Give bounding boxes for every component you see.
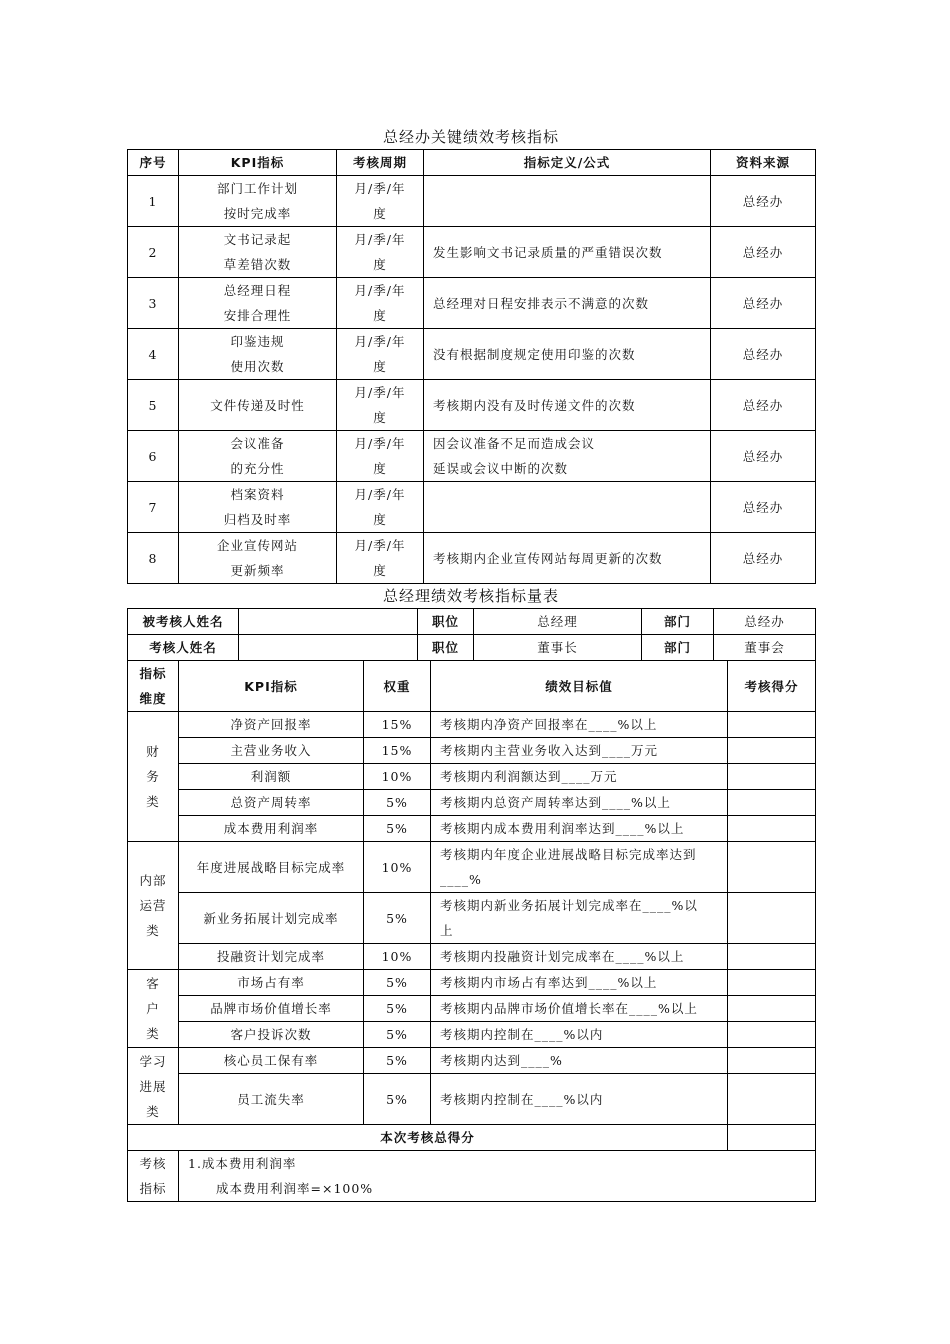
row-number: 1	[128, 176, 179, 227]
table-row	[128, 1048, 816, 1074]
table-row	[128, 176, 816, 227]
kpi-name-line: 会议准备	[230, 436, 285, 451]
notes-label-line: 考核	[139, 1156, 167, 1171]
kpi-name: 新业务拓展计划完成率	[179, 893, 364, 944]
period-line: 月/季/年	[354, 283, 406, 298]
evaluatee-name-value	[239, 609, 418, 635]
period-cell	[337, 482, 424, 533]
table-row	[128, 790, 816, 816]
kpi-name: 利润额	[179, 764, 364, 790]
period-line: 度	[373, 359, 387, 374]
target-cell	[431, 1022, 728, 1048]
data-source: 总经办	[711, 431, 816, 482]
kpi-name-line: 归档及时率	[223, 512, 292, 527]
dimension-line: 类	[146, 1103, 160, 1119]
score-cell	[728, 893, 816, 944]
kpi-name-cell	[179, 176, 337, 227]
target-cell	[431, 970, 728, 996]
period-line: 月/季/年	[354, 334, 406, 349]
target-line: 考核期内投融资计划完成率在____%以上	[440, 949, 685, 964]
target-cell	[431, 1074, 728, 1125]
table-row	[128, 482, 816, 533]
target-line: 考核期内成本费用利润率达到____%以上	[440, 821, 685, 836]
table-row	[128, 970, 816, 996]
period-line: 度	[373, 461, 387, 476]
target-line: 考核期内品牌市场价值增长率在____%以上	[440, 1001, 698, 1016]
column-header-kpi: KPI指标	[179, 661, 364, 712]
kpi-name-line: 企业宣传网站	[216, 538, 298, 553]
kpi-name: 主营业务收入	[179, 738, 364, 764]
period-cell	[337, 176, 424, 227]
table1-title: 总经办关键绩效考核指标	[382, 128, 559, 146]
table-row	[128, 1074, 816, 1125]
table-row	[128, 738, 816, 764]
header-line: 维度	[139, 691, 167, 706]
table-row	[128, 944, 816, 970]
table-header-row	[128, 661, 816, 712]
table2-title: 总经理绩效考核指标量表	[382, 587, 559, 605]
note-formula: 成本费用利润率=×100%	[216, 1181, 374, 1196]
evaluatee-name-label: 被考核人姓名	[128, 609, 239, 635]
period-line: 月/季/年	[354, 385, 406, 400]
kpi-name: 净资产回报率	[179, 712, 364, 738]
target-line: 考核期内总资产周转率达到____%以上	[440, 795, 671, 810]
period-line: 度	[373, 563, 387, 578]
column-header-weight: 权重	[364, 661, 431, 712]
table-row	[128, 380, 816, 431]
target-cell	[431, 790, 728, 816]
position-label: 职位	[418, 609, 474, 635]
row-number: 3	[128, 278, 179, 329]
kpi-name-cell	[179, 329, 337, 380]
table-row	[128, 533, 816, 584]
period-cell	[337, 278, 424, 329]
definition-cell	[424, 380, 711, 431]
weight-value: 5%	[364, 1022, 431, 1048]
department-label: 部门	[642, 635, 714, 661]
row-number: 6	[128, 431, 179, 482]
column-header-dimension	[128, 661, 179, 712]
kpi-name-line: 印鉴违规	[230, 334, 285, 349]
kpi-table-office	[127, 149, 816, 584]
evaluator-position: 董事长	[474, 635, 642, 661]
notes-label	[128, 1151, 179, 1202]
weight-value: 10%	[364, 842, 431, 893]
dimension-line: 类	[146, 794, 160, 809]
target-cell	[431, 1048, 728, 1074]
target-line: 考核期内控制在____%以内	[440, 1027, 604, 1042]
row-number: 4	[128, 329, 179, 380]
total-score-label: 本次考核总得分	[128, 1125, 728, 1151]
score-cell	[728, 1074, 816, 1125]
dimension-line: 客	[146, 976, 160, 991]
definition-line: 考核期内企业宣传网站每周更新的次数	[433, 550, 663, 566]
score-cell	[728, 970, 816, 996]
target-cell	[431, 816, 728, 842]
target-line: 考核期内达到____%	[440, 1053, 563, 1068]
kpi-name: 总资产周转率	[179, 790, 364, 816]
target-cell	[431, 712, 728, 738]
score-cell	[728, 1048, 816, 1074]
definition-line: 延误或会议中断的次数	[433, 461, 569, 476]
score-cell	[728, 996, 816, 1022]
column-header: 资料来源	[711, 150, 816, 176]
column-header-target: 绩效目标值	[431, 661, 728, 712]
kpi-name-line: 草差错次数	[223, 257, 292, 272]
kpi-name-cell	[179, 227, 337, 278]
period-line: 月/季/年	[354, 181, 406, 196]
score-cell	[728, 712, 816, 738]
table-header-row	[128, 150, 816, 176]
definition-line: 因会议准备不足而造成会议	[433, 436, 596, 451]
target-cell	[431, 893, 728, 944]
period-line: 月/季/年	[354, 487, 406, 502]
target-line: 考核期内控制在____%以内	[440, 1091, 604, 1107]
weight-value: 5%	[364, 970, 431, 996]
period-line: 度	[373, 257, 387, 272]
definition-cell	[424, 431, 711, 482]
kpi-name-line: 更新频率	[230, 563, 285, 578]
column-header: 指标定义/公式	[424, 150, 711, 176]
kpi-name-cell	[179, 431, 337, 482]
kpi-name-cell	[179, 380, 337, 431]
weight-value: 5%	[364, 1048, 431, 1074]
kpi-name-line: 文件传递及时性	[210, 397, 305, 413]
department-label: 部门	[642, 609, 714, 635]
data-source: 总经办	[711, 227, 816, 278]
kpi-name: 员工流失率	[179, 1074, 364, 1125]
definition-line: 没有根据制度规定使用印鉴的次数	[433, 346, 636, 362]
dimension-line: 户	[146, 1001, 160, 1016]
kpi-name: 核心员工保有率	[179, 1048, 364, 1074]
definition-line: 发生影响文书记录质量的严重错误次数	[433, 244, 663, 260]
definition-cell	[424, 227, 711, 278]
kpi-name-line: 文书记录起	[223, 232, 292, 247]
target-line: 考核期内市场占有率达到____%以上	[440, 975, 658, 990]
definition-line: 总经理对日程安排表示不满意的次数	[433, 295, 650, 311]
score-cell	[728, 764, 816, 790]
dimension-line: 学习	[139, 1053, 167, 1069]
kpi-name-line: 总经理日程	[223, 283, 292, 298]
score-cell	[728, 842, 816, 893]
definition-cell	[424, 482, 711, 533]
row-number: 2	[128, 227, 179, 278]
period-cell	[337, 329, 424, 380]
dimension-line: 类	[146, 923, 160, 938]
period-cell	[337, 533, 424, 584]
kpi-name-line: 的充分性	[230, 461, 285, 476]
target-line: 考核期内净资产回报率在____%以上	[440, 717, 658, 732]
column-header: 考核周期	[337, 150, 424, 176]
kpi-name-line: 按时完成率	[223, 206, 292, 221]
kpi-scale-table	[127, 660, 816, 1202]
data-source: 总经办	[711, 482, 816, 533]
table-row	[128, 431, 816, 482]
period-line: 月/季/年	[354, 538, 406, 553]
definition-line: 考核期内没有及时传递文件的次数	[433, 397, 636, 413]
weight-value: 5%	[364, 816, 431, 842]
data-source: 总经办	[711, 380, 816, 431]
dimension-line: 进展	[139, 1078, 167, 1094]
dimension-line: 财	[146, 744, 160, 759]
target-line: 上	[440, 923, 454, 938]
period-cell	[337, 380, 424, 431]
kpi-name: 客户投诉次数	[179, 1022, 364, 1048]
score-cell	[728, 816, 816, 842]
kpi-name-cell	[179, 278, 337, 329]
table-row	[128, 712, 816, 738]
kpi-name-cell	[179, 533, 337, 584]
note-line: 1.成本费用利润率	[188, 1156, 297, 1171]
kpi-name: 年度进展战略目标完成率	[179, 842, 364, 893]
weight-value: 10%	[364, 944, 431, 970]
notes-row	[128, 1151, 816, 1202]
target-line: 考核期内利润额达到____万元	[440, 769, 618, 784]
weight-value: 15%	[364, 738, 431, 764]
score-cell	[728, 944, 816, 970]
kpi-name-line: 安排合理性	[223, 308, 292, 323]
kpi-name-line: 部门工作计划	[216, 181, 298, 196]
weight-value: 5%	[364, 1074, 431, 1125]
table-row	[128, 996, 816, 1022]
score-cell	[728, 790, 816, 816]
target-line: 考核期内主营业务收入达到____万元	[440, 743, 659, 758]
row-number: 5	[128, 380, 179, 431]
total-row	[128, 1125, 816, 1151]
target-cell	[431, 996, 728, 1022]
kpi-name-cell	[179, 482, 337, 533]
table-row	[128, 278, 816, 329]
table-row	[128, 1022, 816, 1048]
table-row	[128, 842, 816, 893]
evaluator-name-value	[239, 635, 418, 661]
dimension-line: 内部	[139, 873, 167, 888]
evaluator-name-label: 考核人姓名	[128, 635, 239, 661]
target-cell	[431, 842, 728, 893]
score-cell	[728, 1022, 816, 1048]
kpi-name: 成本费用利润率	[179, 816, 364, 842]
position-label: 职位	[418, 635, 474, 661]
column-header: KPI指标	[179, 150, 337, 176]
dimension-cell	[128, 970, 179, 1048]
weight-value: 10%	[364, 764, 431, 790]
period-line: 度	[373, 410, 387, 425]
evaluatee-position: 总经理	[474, 609, 642, 635]
notes-label-line: 指标	[139, 1181, 167, 1196]
table-row	[128, 329, 816, 380]
table-row	[128, 764, 816, 790]
dimension-cell	[128, 842, 179, 970]
definition-cell	[424, 278, 711, 329]
period-line: 度	[373, 512, 387, 527]
weight-value: 5%	[364, 893, 431, 944]
dimension-line: 务	[146, 769, 160, 784]
definition-cell	[424, 533, 711, 584]
evaluator-department: 董事会	[714, 635, 816, 661]
header-line: 指标	[139, 666, 167, 681]
notes-content	[179, 1151, 816, 1202]
dimension-line: 类	[146, 1026, 160, 1041]
target-cell	[431, 944, 728, 970]
dimension-cell	[128, 1048, 179, 1125]
kpi-name: 投融资计划完成率	[179, 944, 364, 970]
data-source: 总经办	[711, 278, 816, 329]
dimension-cell	[128, 712, 179, 842]
weight-value: 15%	[364, 712, 431, 738]
data-source: 总经办	[711, 329, 816, 380]
target-cell	[431, 738, 728, 764]
data-source: 总经办	[711, 176, 816, 227]
table-row	[128, 227, 816, 278]
column-header-score: 考核得分	[728, 661, 816, 712]
row-number: 7	[128, 482, 179, 533]
dimension-line: 运营	[139, 898, 167, 913]
period-line: 月/季/年	[354, 436, 406, 451]
definition-cell	[424, 176, 711, 227]
evaluatee-department: 总经办	[714, 609, 816, 635]
kpi-name: 品牌市场价值增长率	[179, 996, 364, 1022]
definition-cell	[424, 329, 711, 380]
evaluator-info-table	[127, 608, 816, 661]
table-row	[128, 893, 816, 944]
kpi-name-line: 档案资料	[230, 487, 285, 502]
period-line: 度	[373, 308, 387, 323]
data-source: 总经办	[711, 533, 816, 584]
score-cell	[728, 738, 816, 764]
period-cell	[337, 431, 424, 482]
target-line: 考核期内年度企业进展战略目标完成率达到	[440, 847, 697, 862]
row-number: 8	[128, 533, 179, 584]
weight-value: 5%	[364, 996, 431, 1022]
target-line: 考核期内新业务拓展计划完成率在____%以	[440, 898, 698, 913]
period-line: 月/季/年	[354, 232, 406, 247]
table-row	[128, 816, 816, 842]
target-cell	[431, 764, 728, 790]
period-line: 度	[373, 206, 387, 221]
period-cell	[337, 227, 424, 278]
kpi-name: 市场占有率	[179, 970, 364, 996]
kpi-name-line: 使用次数	[230, 359, 285, 374]
column-header: 序号	[128, 150, 179, 176]
weight-value: 5%	[364, 790, 431, 816]
total-score-value	[728, 1125, 816, 1151]
target-line: ____%	[440, 872, 482, 887]
